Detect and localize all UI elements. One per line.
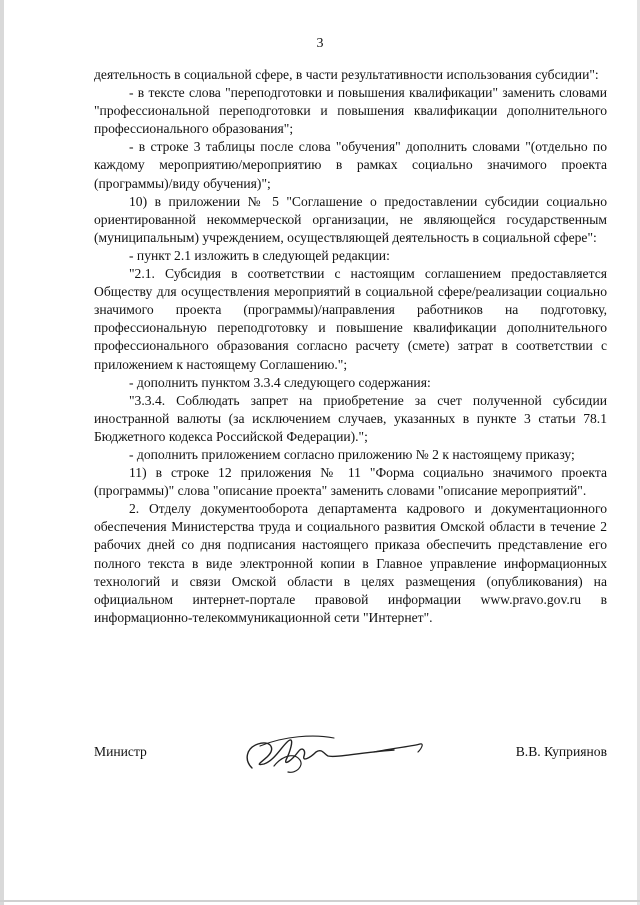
paragraph: - дополнить пунктом 3.3.4 следующего содержания: <box>129 374 431 390</box>
paragraph: 10) в приложении № 5 "Соглашение о предоставлении субсидии социально ориентированной некоммерческой организации, не являющейся государственным (муниципальным) учреждением, осуществляющей деятельность в социальной сфере": <box>94 193 607 245</box>
paragraph: 11) в строке 12 приложения № 11 "Форма социально значимого проекта (программы)" слова "описание проекта" заменить словами "описание мероприятий". <box>94 465 607 499</box>
scan-edge-left <box>0 0 4 905</box>
paragraph: деятельность в социальной сфере, в части результативности использования субсидии": <box>94 67 599 82</box>
paragraph: - пункт 2.1 изложить в следующей редакции: <box>129 247 390 263</box>
paragraph: "3.3.4. Соблюдать запрет на приобретение за счет полученной субсидии иностранной валюты (за исключением случаев, указанных в пункте 3 статьи 78.1 Бюджетного кодекса Российской Федерации)."; <box>94 392 607 444</box>
paragraph: 2. Отделу документооборота департамента кадрового и документационного обеспечения Министерства труда и социального развития Омской области в течение 2 рабочих дней со дня подписания настоящего приказа обеспечить представление его полного текста в виде электронной копии в Главное управление информационных технологий и связи Омской области в целях размещения (опубликования) на официальном интернет-портале правовой информации www.pravo.gov.ru в информационно-телекоммуникационной сети "Интернет". <box>94 501 607 625</box>
signatory-title: Министр <box>94 744 147 759</box>
paragraph: - дополнить приложением согласно приложению № 2 к настоящему приказу; <box>129 446 575 462</box>
paragraph: - в строке 3 таблицы после слова "обучения" дополнить словами "(отдельно по каждому мероприятию/мероприятию в рамках социально значимого проекта (программы)/виду обучения)"; <box>94 139 607 191</box>
signature-block <box>94 730 607 780</box>
paragraph: "2.1. Субсидия в соответствии с настоящим соглашением предоставляется Обществу для осуществления мероприятий в социальной сфере/реализации социально значимого проекта (программы)/направления работников на подготовку, профессиональную переподготовку и повышение квалификации дополнительного профессионального образования согласно расчету (смете) затрат в соответствии с приложением к настоящему Соглашению."; <box>94 266 607 372</box>
paragraph: - в тексте слова "переподготовки и повышения квалификации" заменить словами "профессиональной переподготовки и повышения квалификации дополнительного профессионального образования"; <box>94 85 607 137</box>
signatory-name: В.В. Куприянов <box>515 744 607 759</box>
scan-edge-bottom <box>0 900 640 902</box>
document-body <box>94 66 607 627</box>
page-number: 3 <box>316 36 324 51</box>
handwritten-signature <box>224 730 504 778</box>
